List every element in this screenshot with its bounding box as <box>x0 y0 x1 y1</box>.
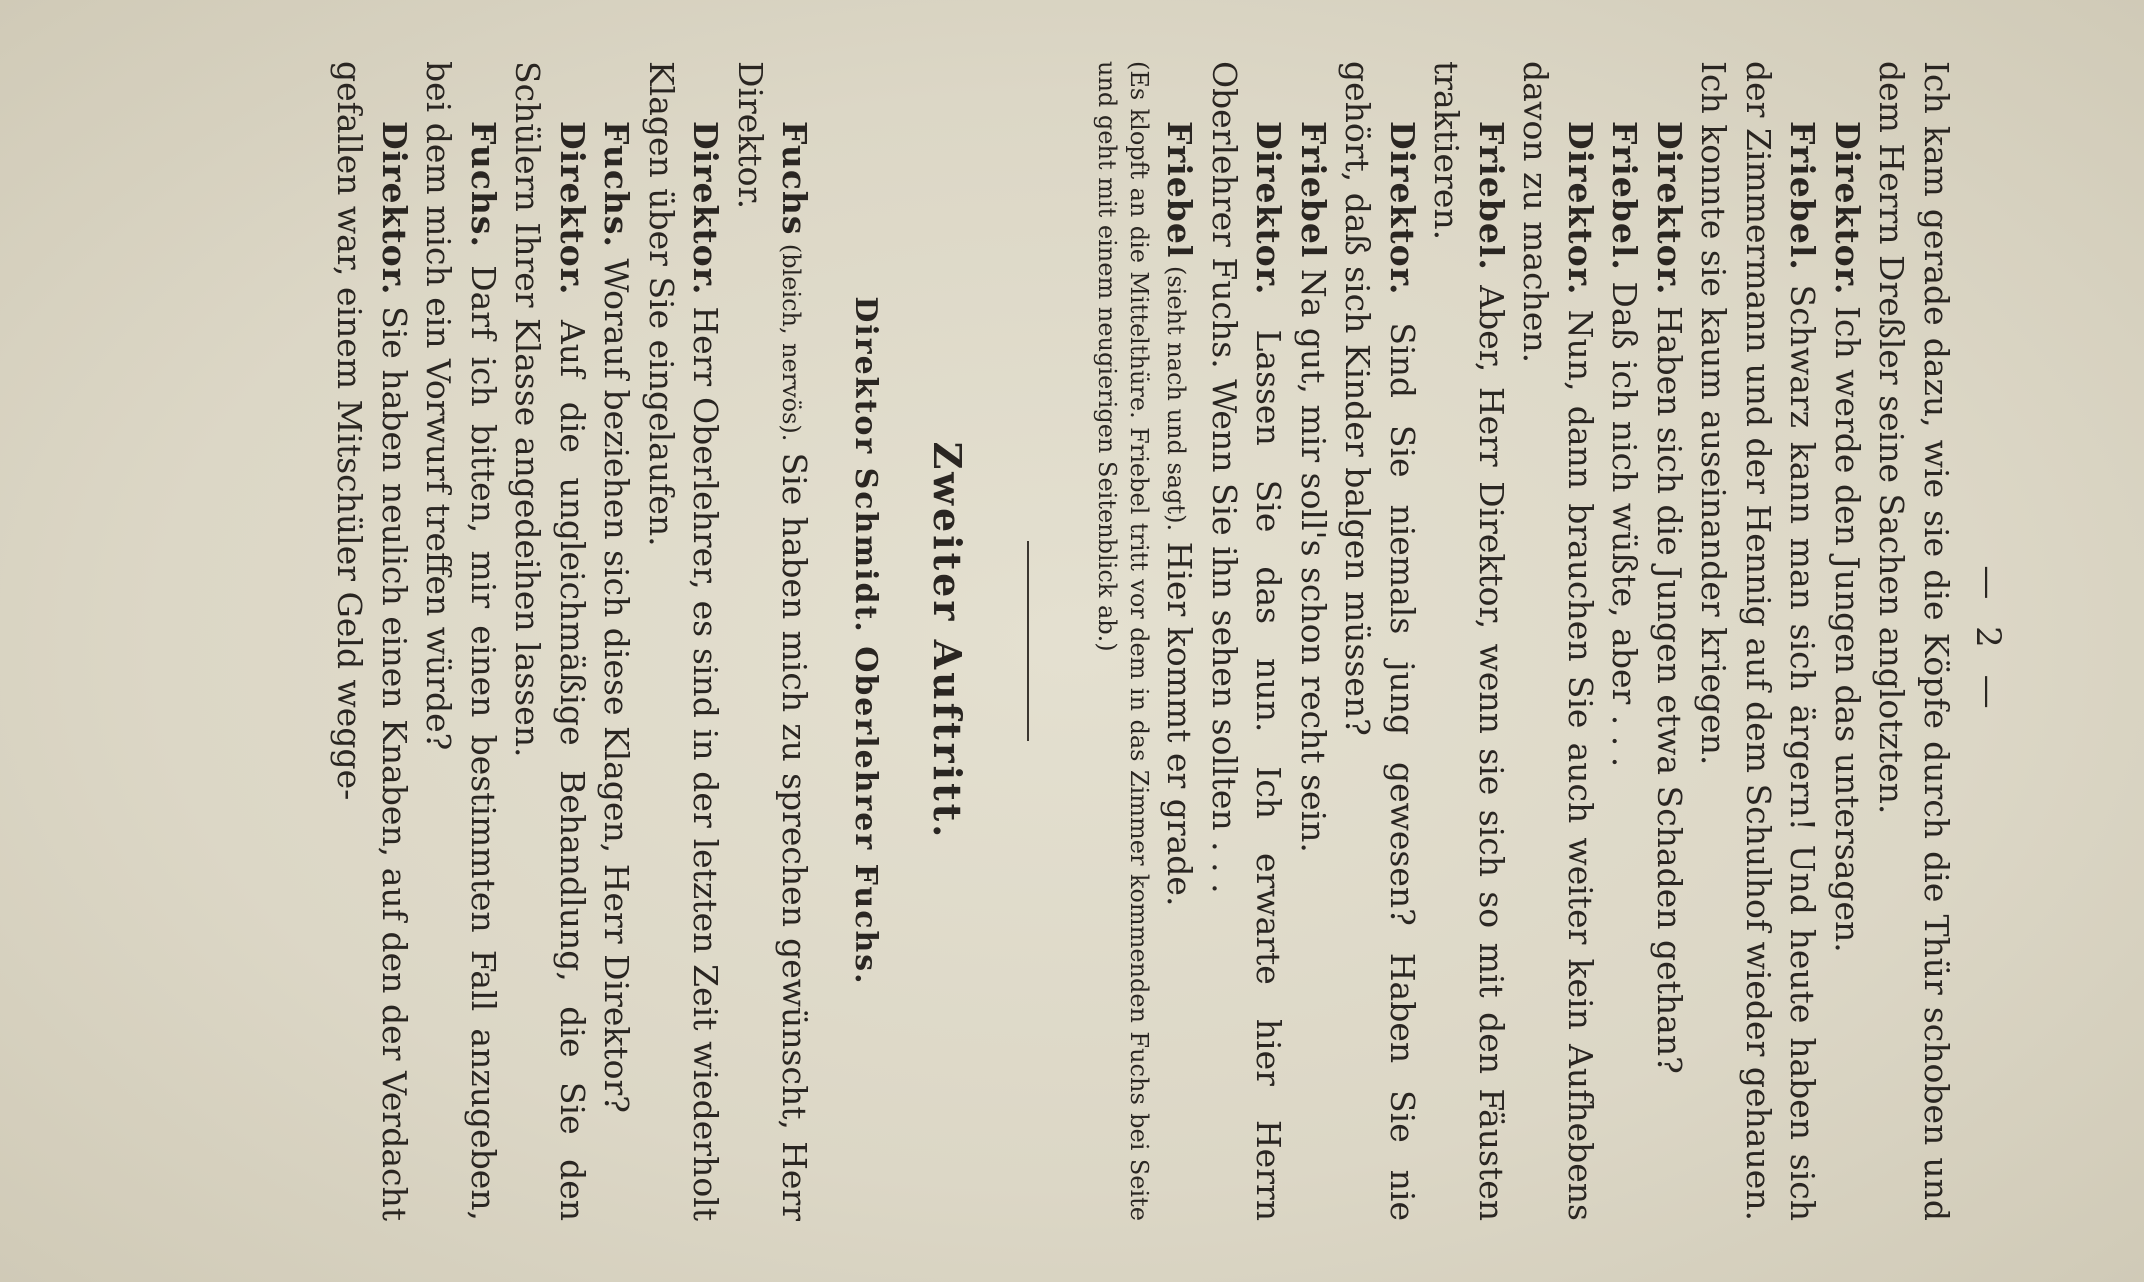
dialogue-text: Sie haben mich zu sprechen gewünscht, Herr Direktor. <box>731 61 815 1222</box>
dialogue-line <box>594 61 639 1221</box>
speaker-name: Friebel. <box>1605 121 1645 271</box>
page-number: — 2 — <box>1968 565 2008 717</box>
speaker-name: Fuchs. <box>464 121 503 248</box>
dialogue-text: Ich werde den Jungen das untersagen. <box>1828 295 1867 953</box>
dialogue-line <box>1424 61 1513 1221</box>
dialogue-text: Lassen Sie das nun. Ich erwarte hier Herrn Oberlehrer Fuchs. Wenn Sie ihn sehen sollten . . . <box>1205 61 1289 1221</box>
speaker-name: Direktor. <box>1249 121 1289 296</box>
speaker-name: Direktor. <box>553 121 592 296</box>
stage-direction: (bleich, nervös). <box>777 235 806 442</box>
dialogue-text: Na gut, mir soll's schon recht sein. <box>1294 258 1333 853</box>
dialogue-text: Haben sich die Jungen etwa Schaden gethan? <box>1650 295 1689 1074</box>
paragraph <box>1869 61 1958 1221</box>
dialogue-text: Daß ich nich wüßte, aber . . . <box>1605 270 1645 768</box>
dialogue-text: Hier kommt er grade. <box>1160 531 1200 907</box>
speaker-name: Direktor. <box>375 121 414 296</box>
speaker-name: Direktor. <box>1383 121 1422 296</box>
dialogue-line <box>1335 61 1424 1221</box>
stage-direction-block: (Es klopft an die Mittelthüre. Friebel tritt vor dem in das Zimmer kommenden Fuchs bei Seite und geht mit einem neugierigen Seitenblick ab.) <box>1093 61 1153 1221</box>
dialogue-line <box>505 61 594 1221</box>
stage-direction: (sieht nach und sagt). <box>1162 258 1191 532</box>
section-divider <box>1027 541 1029 741</box>
speaker-name: Friebel <box>1160 121 1200 259</box>
speaker-name: Direktor. <box>686 121 726 296</box>
dialogue-line <box>1202 61 1291 1221</box>
dialogue-line <box>639 61 728 1221</box>
speaker-name: Friebel <box>1294 121 1333 259</box>
speaker-name: Direktor. <box>1828 121 1867 296</box>
speaker-name: Fuchs <box>775 121 815 236</box>
dialogue-text: Sie haben neulich einen Knaben, auf den der Verdacht gefallen war, einem Mitschüler Geld wegge- <box>330 61 414 1221</box>
dialogue-text: Sind Sie niemals jung gewesen? Haben Sie nie gehört, daß sich Kinder balgen müssen? <box>1338 61 1422 1221</box>
dialogue-line <box>327 61 416 1221</box>
scene-heading: Zweiter Auftritt. <box>925 441 970 841</box>
dialogue-text: Worauf beziehen sich diese Klagen, Herr Direktor? <box>597 248 637 1113</box>
dialogue-line <box>416 61 505 1221</box>
dialogue-text: Darf ich bitten, mir einen bestimmten Fall anzugeben, bei dem mich ein Vorwurf treffen würde? <box>419 61 503 1221</box>
dialogue-text: Nun, dann brauchen Sie auch weiter kein Aufhebens davon zu machen. <box>1516 61 1600 1221</box>
dialogue-line <box>1157 61 1202 1221</box>
paragraph-text: Ich kam gerade dazu, wie sie die Köpfe durch die Thür schoben und dem Herrn Dreßler seine Sachen anglotzten. <box>1872 61 1956 1221</box>
rotated-text-block <box>130 61 2010 1221</box>
dialogue-line <box>1825 61 1870 1221</box>
dialogue-text: Herr Oberlehrer, es sind in der letzten Zeit wiederholt Klagen über Sie eingelaufen. <box>642 61 726 1221</box>
dialogue-text: Schwarz kann man sich ärgern! Und heute haben sich der Zimmermann und der Hennig auf dem Schulhof wieder gehauen. Ich konnte sie kaum auseinander kriegen. <box>1694 61 1823 1221</box>
speaker-name: Friebel. <box>1783 121 1823 271</box>
dialogue-line <box>728 61 817 1221</box>
dialogue-line <box>1513 61 1602 1221</box>
dialogue-line <box>1291 61 1336 1221</box>
dialogue-text: Auf die ungleichmäßige Behandlung, die Sie den Schülern Ihrer Klasse angedeihen lassen. <box>508 61 592 1221</box>
dialogue-text: Aber, Herr Direktor, wenn sie sich so mit den Fäusten traktieren. <box>1427 61 1511 1221</box>
dialogue-line <box>1691 61 1825 1221</box>
speaker-name: Direktor. <box>1650 121 1689 296</box>
speaker-name: Fuchs. <box>597 121 637 248</box>
scene-characters: Direktor Schmidt. Oberlehrer Fuchs. <box>848 296 883 986</box>
dialogue-line <box>1647 61 1692 1221</box>
dialogue-line <box>1602 61 1647 1221</box>
speaker-name: Direktor. <box>1561 121 1600 296</box>
speaker-name: Friebel. <box>1472 121 1511 271</box>
